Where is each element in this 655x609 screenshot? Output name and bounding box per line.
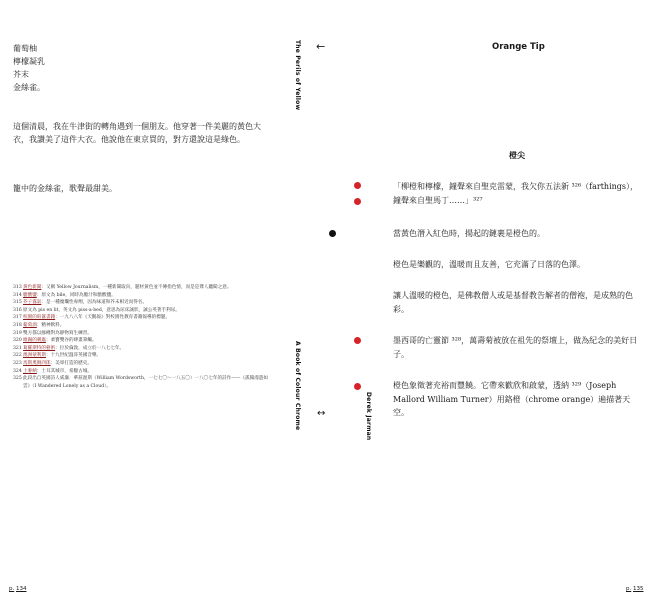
footnotes [13, 284, 268, 390]
footnote-number: 318 [13, 322, 22, 328]
footnote-text [23, 345, 268, 353]
red-dot [354, 198, 361, 205]
footnote-text [23, 307, 268, 315]
footnote-number: 324 [13, 368, 22, 374]
footnote-text [23, 292, 268, 300]
footnote-item [13, 307, 268, 315]
footnote-text [23, 299, 268, 307]
footnote-text [23, 368, 268, 376]
footnote-item [13, 292, 268, 300]
line: 葡萄柚 [13, 44, 37, 53]
footnote-body: ：原文為 bile，同時為膽汁和膽酸鹽。 [36, 292, 116, 298]
page-label: p. [9, 586, 15, 592]
footnote-item [13, 284, 268, 292]
right-paragraph-1: 「柳橙和檸檬，鐘聲來自聖克雷蒙，我欠你五法新 ³²⁶（farthings），鐘聲來自聖馬丁……」³²⁷ [393, 182, 639, 205]
section-title: Orange Tip [492, 42, 545, 52]
footnote-number: 323 [13, 360, 22, 366]
footnote-item [13, 314, 268, 322]
opening-lines [13, 42, 45, 94]
page-number-left [9, 586, 27, 592]
spine-chrome: Chrome [294, 403, 301, 431]
footnote-item [13, 330, 268, 338]
footnote-number: 316 [13, 307, 22, 313]
footnote-text [23, 375, 268, 390]
back-arrow[interactable]: ← [316, 40, 326, 53]
footnote-item [13, 352, 268, 360]
footnote-term: 膽酸鹽 [23, 292, 37, 298]
footnote-number: 322 [13, 353, 22, 359]
footnote-number: 313 [13, 285, 22, 290]
footnote-number: 319 [13, 330, 22, 336]
footnote-item [13, 299, 268, 307]
footnote-number: 317 [13, 315, 22, 321]
footnote-text [23, 360, 268, 368]
left-paragraph-1: 這個清晨，我在牛津街的轉角遇到一個朋友。他穿著一件美麗的黃色大衣，我讚美了這件大衣。他說他在東京買的，對方還說這是綠色。 [13, 122, 261, 144]
footnote-item [13, 322, 268, 330]
line: 檸檬凝乳 [13, 57, 45, 66]
footnote-number: 315 [13, 300, 22, 306]
footnote-text [23, 314, 268, 322]
footnote-term: 黃色新聞 [23, 285, 42, 290]
footnote-term: 葛羅斯特的藝術 [23, 345, 56, 351]
footnote-item [13, 368, 268, 376]
line: 芥末 [13, 70, 29, 79]
footnote-body: ：柔寶雙谷的肆畫筆觸。 [45, 338, 97, 344]
black-dot [329, 230, 336, 237]
footnote-text [23, 284, 268, 292]
footnote-term: 芥子霧氣 [23, 300, 42, 306]
red-dot [354, 337, 361, 344]
line: 金絲雀。 [13, 83, 45, 92]
footnote-term: 維錫的刺蟲 [23, 338, 46, 344]
footnote-number: 321 [13, 345, 22, 351]
footnote-body: ：一九八八年《天鵝報》對校園性教育書籍報導的標題。 [55, 315, 171, 321]
footnote-body: ：精神飲料。 [36, 322, 65, 328]
footnote-body: ：十九世紀溫哥英國音樂。 [45, 353, 102, 359]
footnote-body: ：位於倫敦，成立於一八七七年。 [55, 345, 125, 351]
footnote-term: 土麥納 [23, 368, 37, 374]
right-paragraph-2: 當黃色潛入紅色時，揚起的鏈裹是橙色的。 [393, 229, 545, 238]
nav-arrows[interactable]: ↔ [317, 408, 326, 419]
page-number: 134 [16, 586, 27, 592]
right-paragraph-5: 墨西哥的亡靈節 ³²⁸，萬壽菊被放在祖先的祭壇上，做為紀念的美好日子。 [393, 336, 638, 359]
footnote-body: ：土耳其城市，希臘古城。 [36, 368, 92, 374]
red-dot [354, 182, 361, 189]
footnote-term: 馬斯奧舞四郎 [23, 360, 51, 366]
right-paragraph-6: 橙色象徵著充裕而豐饒。它帶來歡欣和啟蒙，透納 ³²⁹（Joseph Mallord William Turner）用鉻橙（chrome orange）遍描著天空。 [393, 381, 631, 417]
page-number-right [626, 586, 644, 592]
footnote-body: ：又稱 Yellow Journalism，一種新聞取向，題材黃色並不傳指色情，而是是聳人聽聞之意。 [41, 285, 232, 290]
footnote-text [23, 337, 268, 345]
footnote-number: 314 [13, 292, 22, 298]
right-paragraph-3: 橙色是樂觀的，溫暖而且友善，它充滿了日落的色澤。 [393, 260, 585, 269]
red-dot [354, 383, 361, 390]
footnote-term: 葡萄酒 [23, 322, 37, 328]
footnote-term: 校園的喧囂書籍 [23, 315, 56, 321]
footnote-text [23, 322, 268, 330]
section-heading: 橙尖 [509, 150, 525, 160]
footnote-body: ：美軍打造的歷史。 [50, 360, 92, 366]
footnote-body: ：是一種糜爛性毒劑，因為味道和芥末相近而得名。 [41, 300, 148, 306]
footnote-number: 325 [13, 376, 22, 382]
footnote-item [13, 337, 268, 345]
spine-author: Derek Jarman [365, 392, 372, 441]
footnote-item [13, 345, 268, 353]
spine-title: A Book of Colour [294, 341, 301, 401]
footnote-item [13, 375, 268, 390]
footnote-term: 澳洲蒙利斯 [23, 353, 46, 359]
footnote-text [23, 330, 268, 338]
page-label: p. [626, 586, 632, 592]
footnote-number: 320 [13, 338, 22, 344]
running-head: The Perils of Yellow [294, 40, 301, 111]
footnote-body: 雙方都以綠樽對為靜物寫生練習。 [23, 330, 92, 336]
footnote-text [23, 352, 268, 360]
footnote-item [13, 360, 268, 368]
right-paragraph-4: 讓人溫暖的橙色，是佛教僧人或是基督教告解者的僧袍，是成熟的色彩。 [393, 291, 633, 314]
left-paragraph-2: 籠中的金絲雀，歌聲最甜美。 [13, 184, 117, 193]
page-number: 135 [633, 586, 644, 592]
footnote-body: 原文為 pis en lit，英文為 piss-a-bed，意思為尿床誠狀，誠公英著手利尿。 [23, 307, 180, 313]
footnote-body: 此段出自英國詩人威廉．華茲渥斯（William Wordsworth，一七七〇～一八五〇）一八〇七年的詩作——《孤獨漫遊如雲》（I Wandered Lonely as a Cloud）。 [23, 376, 268, 389]
